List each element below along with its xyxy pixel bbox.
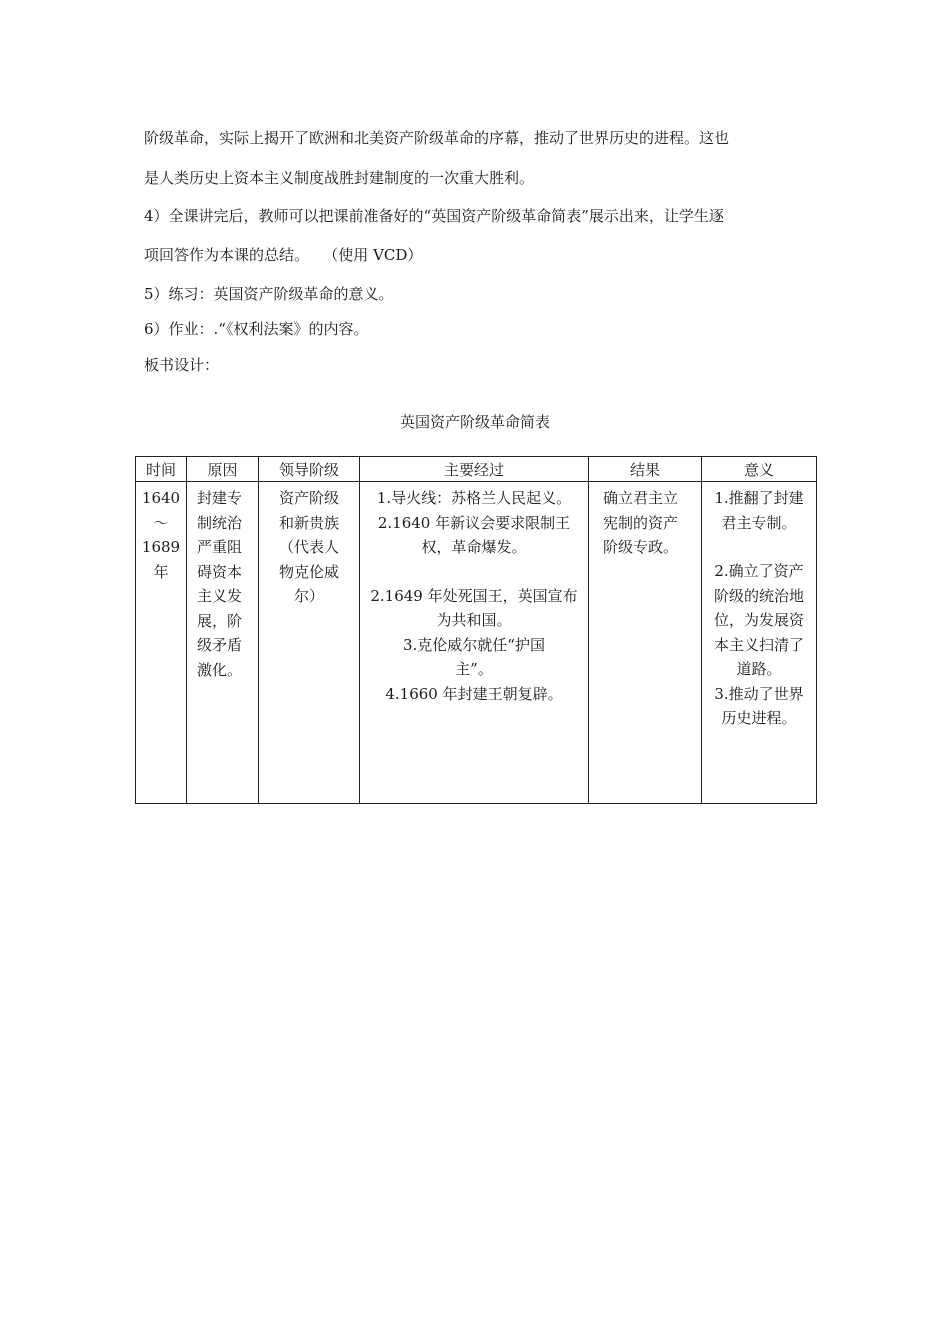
meaning-item: 2.确立了资产阶级的统治地位，为发展资本主义扫清了道路。 (714, 562, 805, 678)
cell-result: 确立君主立宪制的资产阶级专政。 (589, 482, 702, 804)
paragraph-line: 4）全课讲完后，教师可以把课前准备好的“英国资产阶级革命简表”展示出来，让学生逐 (144, 207, 724, 225)
time-end: 1689 (141, 538, 181, 556)
paragraph-line: 阶级革命，实际上揭开了欧洲和北美资产阶级革命的序幕，推动了世界历史的进程。这也 (144, 129, 730, 147)
time-start: 1640 (141, 489, 181, 507)
table-header-row (136, 457, 817, 482)
process-item: 3.克伦威尔就任“护国主”。 (403, 635, 545, 678)
time-tilde: ～ (153, 513, 169, 532)
process-item: 4.1660 年封建王朝复辟。 (385, 684, 563, 703)
cell-meaning (702, 482, 817, 804)
cell-leader: 资产阶级和新贵族（代表人物克伦威尔） (259, 482, 360, 804)
header-process: 主要经过 (360, 457, 589, 482)
paragraph-line: 是人类历史上资本主义制度战胜封建制度的一次重大胜利。 (144, 169, 535, 187)
cell-time (136, 482, 187, 804)
header-cause: 原因 (187, 457, 259, 482)
board-design-label: 板书设计： (144, 356, 220, 374)
header-meaning: 意义 (702, 457, 817, 482)
homework-line: 6）作业：.“《权利法案》的内容。 (144, 320, 369, 338)
table-caption: 英国资产阶级革命简表 (399, 413, 550, 431)
header-result: 结果 (589, 457, 702, 482)
paragraph-line: 项回答作为本课的总结。 （使用 VCD） (144, 246, 423, 264)
revolution-summary-table (135, 456, 817, 804)
meaning-item: 3.推动了世界历史进程。 (714, 684, 804, 727)
table-row (136, 482, 817, 804)
process-item: 2.1649 年处死国王，英国宣布为共和国。 (370, 586, 578, 629)
meaning-item: 1.推翻了封建君主专制。 (714, 489, 804, 532)
cell-process (360, 482, 589, 804)
header-leader: 领导阶级 (259, 457, 360, 482)
exercise-line: 5）练习：英国资产阶级革命的意义。 (144, 285, 394, 303)
cell-cause: 封建专制统治严重阻碍资本主义发展，阶级矛盾激化。 (187, 482, 259, 804)
header-time: 时间 (136, 457, 187, 482)
process-item: 1.导火线：苏格兰人民起义。2.1640 年新议会要求限制王权，革命爆发。 (376, 489, 572, 556)
time-unit: 年 (153, 562, 169, 581)
